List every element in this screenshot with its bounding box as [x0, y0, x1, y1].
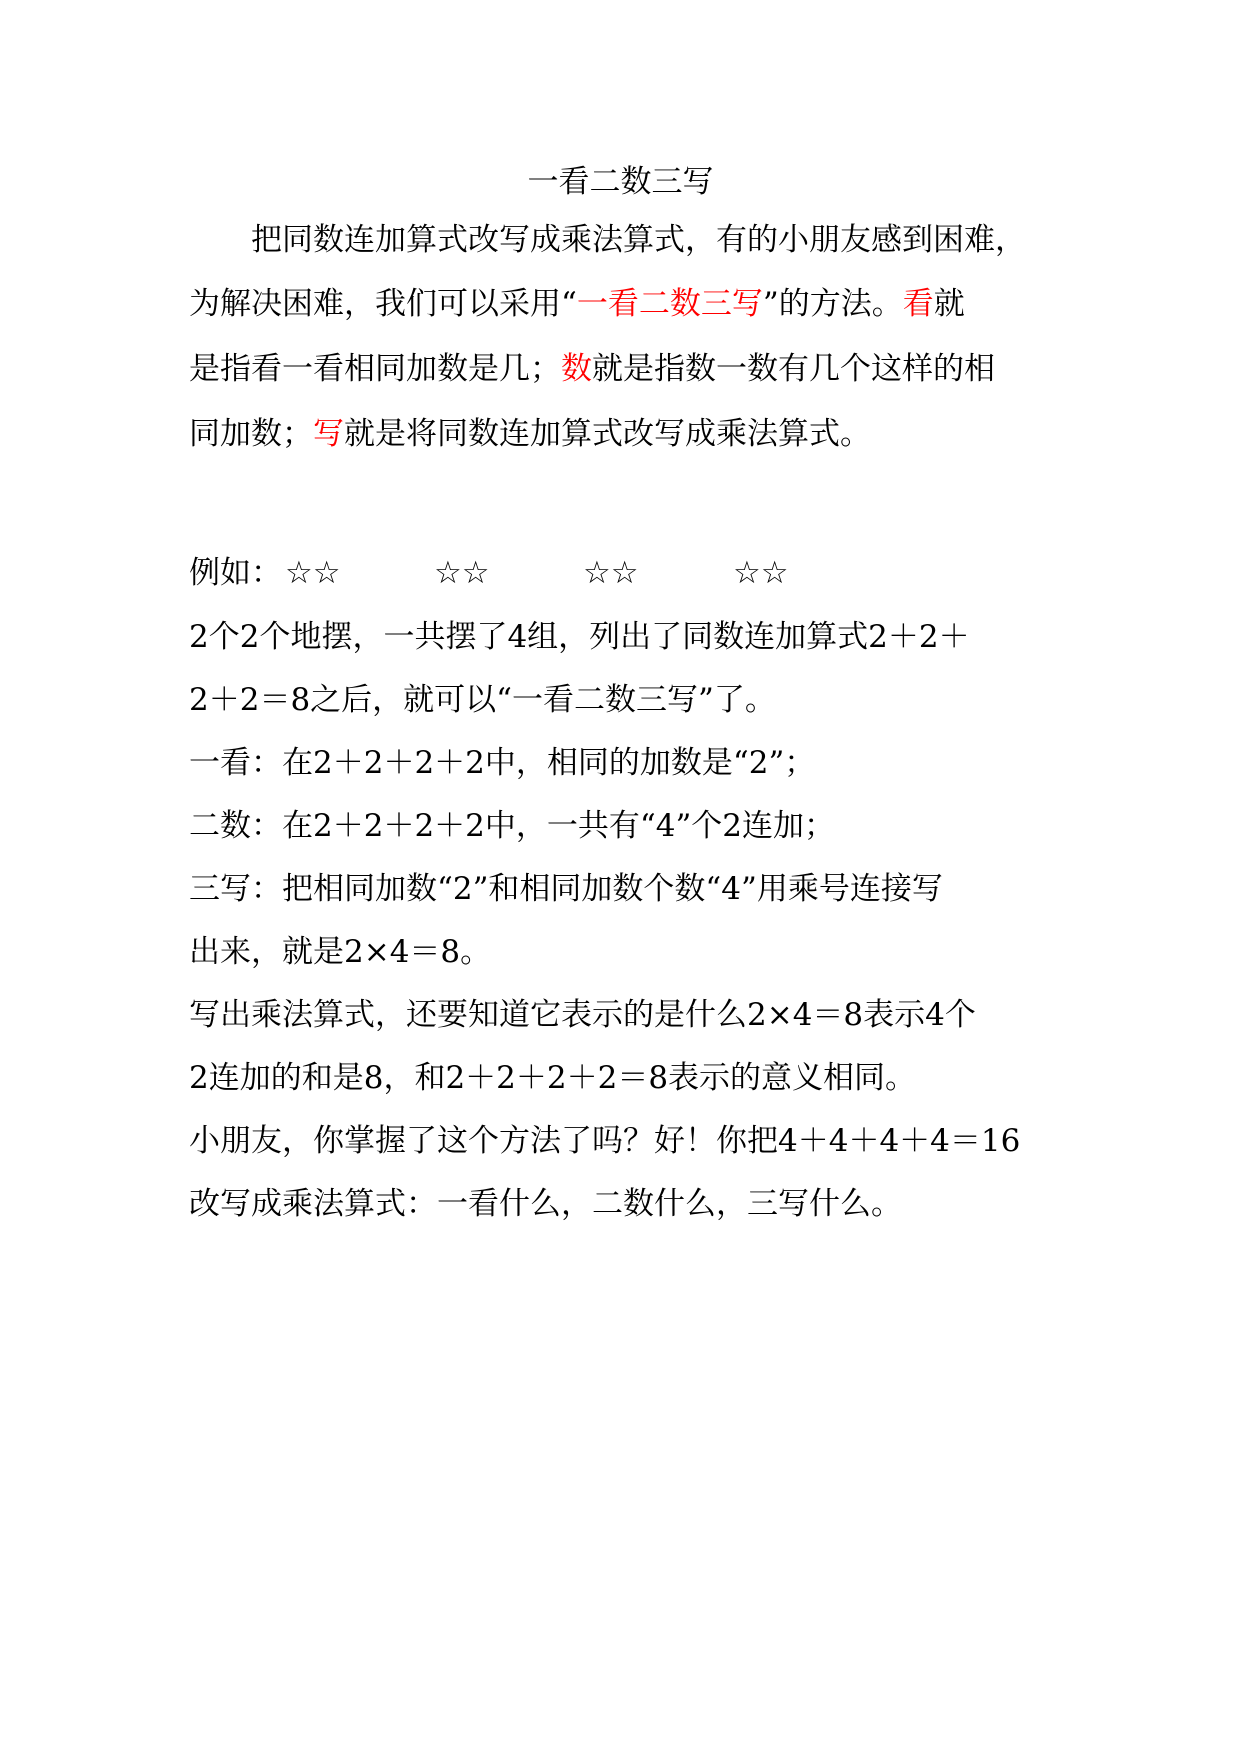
intro-text: 同加数； [189, 416, 313, 452]
star-group-4: ☆☆ [733, 555, 789, 591]
body-line-7: 写出乘法算式，还要知道它表示的是什么2×4＝8表示4个 [189, 997, 976, 1033]
body-line-9: 小朋友，你掌握了这个方法了吗？好！你把4＋4＋4＋4＝16 [189, 1123, 1021, 1159]
intro-line-2 [189, 284, 965, 324]
intro-text: 把同数连加算式改写成乘法算式，有的小朋友感到困难， [251, 222, 1026, 258]
body-line-8: 2连加的和是8，和2＋2＋2＋2＝8表示的意义相同。 [189, 1060, 917, 1096]
intro-text: 就 [933, 286, 965, 322]
star-group-1: ☆☆ [285, 555, 341, 591]
document-title: 一看二数三写 [527, 164, 714, 200]
keyword-count-highlight: 数 [561, 351, 592, 387]
star-group-3: ☆☆ [583, 555, 639, 591]
body-line-5: 三写：把相同加数“2”和相同加数个数“4”用乘号连接写 [189, 871, 943, 907]
intro-line-1 [251, 220, 1026, 260]
example-label: 例如： [189, 555, 282, 591]
star-group-2: ☆☆ [434, 555, 490, 591]
body-line-4: 二数：在2＋2＋2＋2中，一共有“4”个2连加； [189, 808, 836, 844]
intro-text: 是指看一看相同加数是几； [189, 351, 561, 387]
intro-text: 就是指数一数有几个这样的相 [592, 351, 995, 387]
body-line-2: 2＋2＝8之后，就可以“一看二数三写”了。 [189, 682, 776, 718]
method-name-highlight: 一看二数三写 [576, 286, 763, 322]
keyword-look-highlight: 看 [902, 286, 934, 322]
body-line-1: 2个2个地摆，一共摆了4组，列出了同数连加算式2＋2＋ [189, 619, 970, 655]
body-line-3: 一看：在2＋2＋2＋2中，相同的加数是“2”； [189, 745, 816, 781]
intro-line-3 [189, 349, 995, 389]
intro-text: 为解决困难，我们可以采用“ [189, 286, 577, 322]
keyword-write-highlight: 写 [313, 416, 344, 452]
body-line-10: 改写成乘法算式：一看什么，二数什么，三写什么。 [189, 1186, 902, 1222]
intro-text: ”的方法。 [762, 286, 903, 322]
intro-text: 就是将同数连加算式改写成乘法算式。 [344, 416, 871, 452]
body-line-6: 出来，就是2×4＝8。 [189, 934, 492, 970]
intro-line-4 [189, 414, 871, 454]
